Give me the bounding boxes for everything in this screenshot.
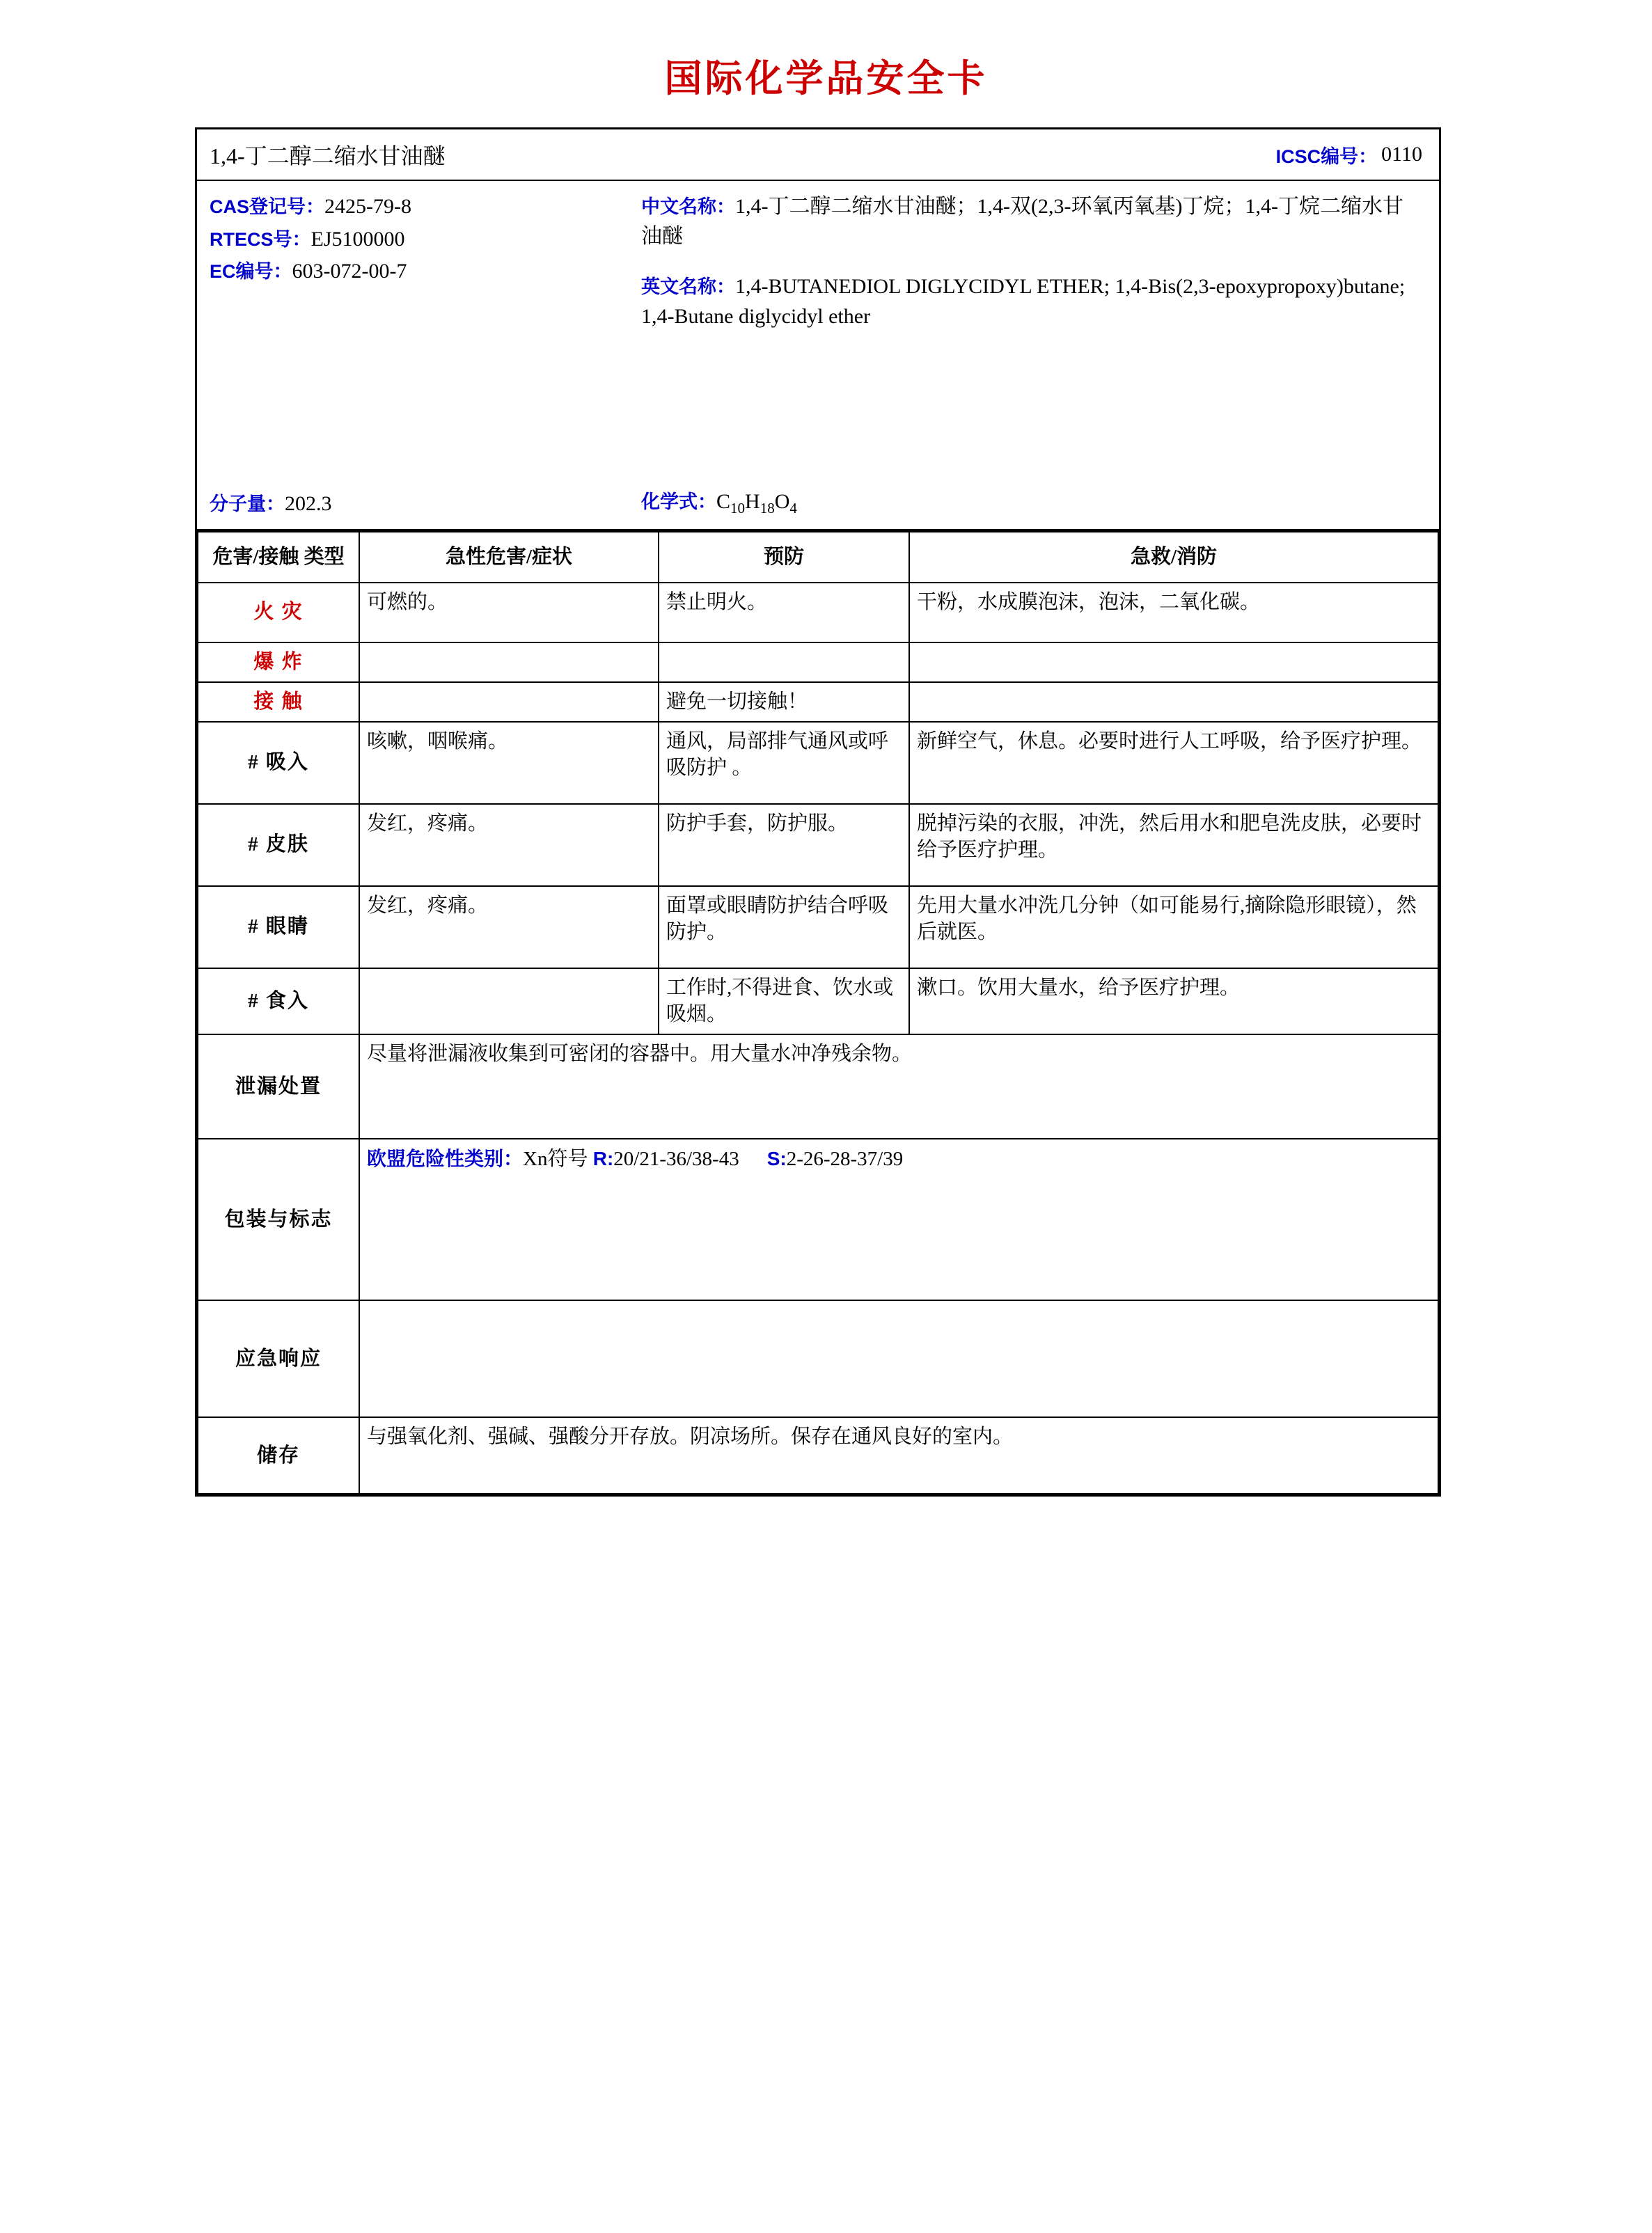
table-row-emergency (198, 1300, 1438, 1417)
cell-exposure-hazard (359, 682, 659, 722)
identity-left (197, 181, 636, 529)
table-row-packaging (198, 1139, 1438, 1300)
formula-h-sub: 18 (760, 500, 775, 517)
cell-eyes-firstaid: 先用大量水冲洗几分钟（如可能易行,摘除隐形眼镜），然后就医。 (909, 886, 1438, 968)
row-label-ingestion: # 食入 (198, 968, 359, 1035)
english-names (641, 272, 1422, 331)
molecular-weight-row (210, 489, 626, 519)
table-header-row (198, 532, 1438, 583)
cell-storage-text: 与强氧化剂、强碱、强酸分开存放。阴凉场所。保存在通风良好的室内。 (359, 1417, 1438, 1494)
cell-ingestion-firstaid: 漱口。饮用大量水，给予医疗护理。 (909, 968, 1438, 1035)
icsc-number-value: 0110 (1381, 143, 1422, 166)
row-label-emergency-response: 应急响应 (198, 1300, 359, 1417)
ec-row (210, 257, 626, 287)
chinese-names (641, 192, 1422, 251)
cas-label: CAS登记号： (210, 196, 325, 217)
header-acute-hazards: 急性危害/症状 (359, 532, 659, 583)
cell-inhalation-firstaid: 新鲜空气，休息。必要时进行人工呼吸，给予医疗护理。 (909, 722, 1438, 804)
row-label-eyes: # 眼睛 (198, 886, 359, 968)
chinese-name-value: 1,4-丁二醇二缩水甘油醚；1,4-双(2,3-环氧丙氧基)丁烷；1,4-丁烷二缩水甘油醚 (641, 195, 1403, 248)
rtecs-value: EJ5100000 (310, 227, 405, 251)
header-prevention: 预防 (659, 532, 909, 583)
cas-row (210, 192, 626, 222)
cell-eyes-prevention: 面罩或眼睛防护结合呼吸防护。 (659, 886, 909, 968)
formula-c-sub: 10 (730, 500, 746, 517)
identity-block (197, 181, 1439, 531)
rtecs-row (210, 225, 626, 255)
table-row (198, 682, 1438, 722)
cell-skin-hazard: 发红，疼痛。 (359, 804, 659, 886)
header-hazard-type: 危害/接触 类型 (198, 532, 359, 583)
icsc-number-label: ICSC编号： (1275, 145, 1378, 167)
row-label-exposure: 接 触 (198, 682, 359, 722)
formula-h: H (745, 490, 760, 514)
cell-packaging-content (359, 1139, 1438, 1300)
ec-label: EC编号： (210, 261, 292, 283)
cell-skin-firstaid: 脱掉污染的衣服，冲洗，然后用水和肥皂洗皮肤，必要时给予医疗护理。 (909, 804, 1438, 886)
cell-exposure-firstaid (909, 682, 1438, 722)
cell-fire-prevention: 禁止明火。 (659, 583, 909, 642)
row-label-packaging: 包装与标志 (198, 1139, 359, 1300)
english-name-value: 1,4-BUTANEDIOL DIGLYCIDYL ETHER; 1,4-Bis(2,3-epoxypropoxy)butane; 1,4-Butane diglycidyl ether (641, 275, 1406, 328)
cell-explosion-prevention (659, 642, 909, 682)
substance-name: 1,4-丁二醇二缩水甘油醚 (210, 143, 446, 168)
table-row (198, 968, 1438, 1035)
table-row (198, 642, 1438, 682)
rtecs-label: RTECS号： (210, 228, 311, 250)
row-label-skin: # 皮肤 (198, 804, 359, 886)
cas-value: 2425-79-8 (324, 195, 411, 218)
cell-skin-prevention: 防护手套，防护服。 (659, 804, 909, 886)
s-phrase-code: S: (766, 1148, 787, 1170)
hazards-table (197, 531, 1439, 1494)
cell-exposure-prevention: 避免一切接触！ (659, 682, 909, 722)
cell-spillage-text: 尽量将泄漏液收集到可密闭的容器中。用大量水冲净残余物。 (359, 1034, 1438, 1139)
chemical-formula-row (641, 487, 1422, 519)
row-label-inhalation: # 吸入 (198, 722, 359, 804)
eu-classification-label: 欧盟危险性类别： (367, 1148, 524, 1170)
formula-o: O (774, 490, 790, 514)
cell-fire-firstaid: 干粉，水成膜泡沫，泡沫，二氧化碳。 (909, 583, 1438, 642)
table-row (198, 583, 1438, 642)
formula-o-sub: 4 (789, 500, 797, 517)
cell-ingestion-hazard (359, 968, 659, 1035)
s-phrase-value: 2-26-28-37/39 (786, 1148, 904, 1171)
table-row-spill (198, 1034, 1438, 1139)
chinese-name-label: 中文名称： (641, 196, 735, 217)
r-phrase-code: R: (592, 1148, 614, 1170)
cell-inhalation-prevention: 通风，局部排气通风或呼吸防护 。 (659, 722, 909, 804)
molecular-weight-label: 分子量： (210, 494, 285, 515)
row-label-fire: 火 灾 (198, 583, 359, 642)
cell-inhalation-hazard: 咳嗽，咽喉痛。 (359, 722, 659, 804)
row-label-storage: 储存 (198, 1417, 359, 1494)
table-row (198, 804, 1438, 886)
card-header (197, 129, 1439, 181)
ec-value: 603-072-00-7 (292, 260, 407, 283)
table-row-storage (198, 1417, 1438, 1494)
cell-explosion-firstaid (909, 642, 1438, 682)
chemical-formula-label: 化学式： (641, 491, 716, 513)
header-first-aid: 急救/消防 (909, 532, 1438, 583)
cell-eyes-hazard: 发红，疼痛。 (359, 886, 659, 968)
r-phrase-value: 20/21-36/38-43 (613, 1148, 739, 1171)
page-title: 国际化学品安全卡 (664, 58, 988, 100)
chemical-formula-value (716, 490, 797, 517)
row-label-explosion: 爆 炸 (198, 642, 359, 682)
cell-fire-hazard: 可燃的。 (359, 583, 659, 642)
cell-explosion-hazard (359, 642, 659, 682)
table-row (198, 722, 1438, 804)
identity-right (636, 181, 1439, 529)
formula-c: C (716, 490, 731, 514)
row-label-spillage: 泄漏处置 (198, 1034, 359, 1139)
cell-ingestion-prevention: 工作时,不得进食、饮水或吸烟。 (659, 968, 909, 1035)
molecular-weight-value: 202.3 (285, 492, 332, 516)
cell-emergency-text (359, 1300, 1438, 1417)
table-row (198, 886, 1438, 968)
eu-classification-line (367, 1145, 1431, 1174)
english-name-label: 英文名称： (641, 276, 735, 298)
icsc-card (195, 127, 1441, 1497)
eu-symbol-value: Xn符号 (523, 1148, 588, 1171)
icsc-number (1264, 133, 1439, 177)
